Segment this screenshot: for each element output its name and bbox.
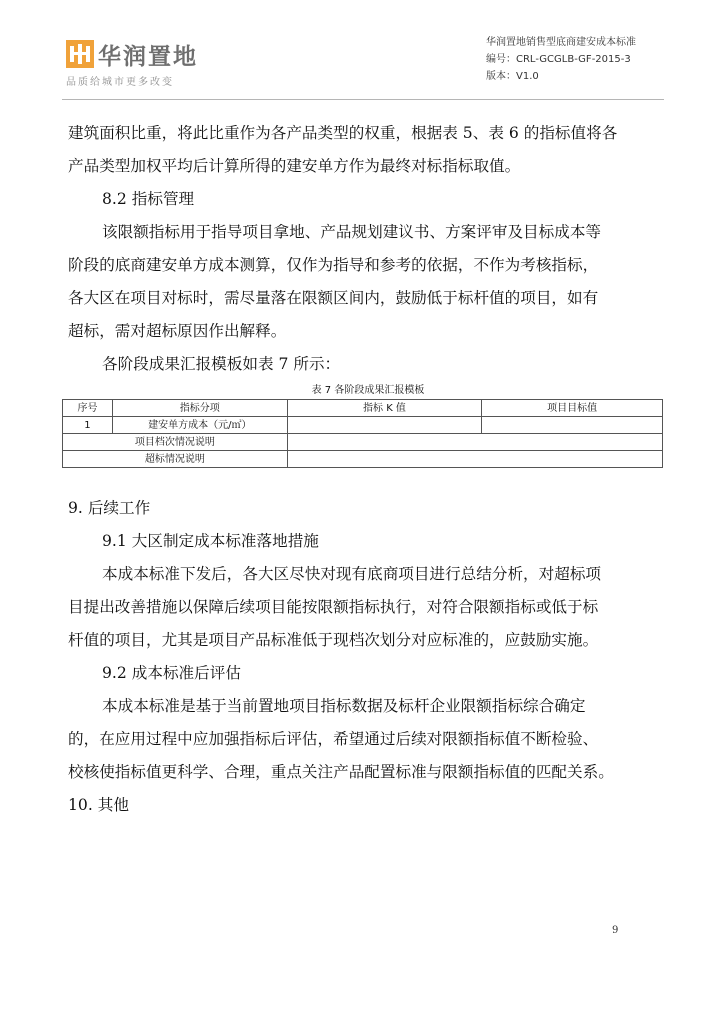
table-cell: 超标情况说明 — [63, 451, 288, 468]
paragraph-line: 建筑面积比重，将此比重作为各产品类型的权重，根据表 5、表 6 的指标值将各 — [68, 124, 618, 142]
paragraph-line: 杆值的项目，尤其是项目产品标准低于现档次划分对应标准的，应鼓励实施。 — [68, 631, 599, 649]
paragraph-line: 本成本标准下发后，各大区尽快对现有底商项目进行总结分析，对超标项 — [102, 565, 602, 583]
logo-slogan: 品质给城市更多改变 — [66, 77, 174, 88]
paragraph-line: 阶段的底商建安单方成本测算，仅作为指导和参考的依据，不作为考核指标， — [68, 256, 599, 274]
table-cell: 项目档次情况说明 — [63, 434, 288, 451]
table-header-cell: 指标 K 值 — [287, 400, 482, 417]
table-cell — [482, 417, 663, 434]
section-heading-9-2: 9.2 成本标准后评估 — [102, 664, 241, 682]
document-version: 版本：V1.0 — [486, 71, 539, 82]
paragraph-line: 各阶段成果汇报模板如表 7 所示： — [102, 355, 341, 373]
section-heading-9-1: 9.1 大区制定成本标准落地措施 — [102, 532, 319, 550]
paragraph-line: 本成本标准是基于当前置地项目指标数据及标杆企业限额指标综合确定 — [102, 697, 586, 715]
document-info — [486, 34, 636, 85]
table-row — [63, 434, 663, 451]
paragraph-line: 各大区在项目对标时，需尽量落在限额区间内，鼓励低于标杆值的项目，如有 — [68, 289, 599, 307]
table-header-cell: 项目目标值 — [482, 400, 663, 417]
header-rule — [62, 99, 664, 100]
paragraph-line: 校核使指标值更科学、合理，重点关注产品配置标准与限额指标值的匹配关系。 — [68, 763, 614, 781]
document-code: 编号：CRL-GCGLB-GF-2015-3 — [486, 54, 631, 65]
document-body — [68, 117, 668, 822]
paragraph-line: 目提出改善措施以保障后续项目能按限额指标执行，对符合限额指标或低于标 — [68, 598, 599, 616]
logo-name: 华润置地 — [98, 44, 198, 70]
section-heading-10: 10. 其他 — [68, 796, 129, 814]
table-header-row — [63, 400, 663, 417]
table-cell: 建安单方成本（元/㎡） — [112, 417, 287, 434]
section-heading-9: 9. 后续工作 — [68, 499, 151, 517]
paragraph-line: 超标，需对超标原因作出解释。 — [68, 322, 287, 340]
paragraph-line: 的，在应用过程中应加强指标后评估，希望通过后续对限额指标值不断检验、 — [68, 730, 599, 748]
logo-icon — [66, 40, 94, 68]
table-header-cell: 指标分项 — [112, 400, 287, 417]
page-number: 9 — [612, 925, 619, 936]
paragraph-line: 该限额指标用于指导项目拿地、产品规划建议书、方案评审及目标成本等 — [102, 223, 602, 241]
table-header-cell: 序号 — [63, 400, 113, 417]
page-header — [0, 0, 724, 100]
table-cell — [287, 434, 662, 451]
table-cell — [287, 417, 482, 434]
table-caption: 表 7 各阶段成果汇报模板 — [311, 385, 425, 396]
report-template-table — [62, 399, 663, 468]
table-cell — [287, 451, 662, 468]
table-cell: 1 — [63, 417, 113, 434]
paragraph-line: 产品类型加权平均后计算所得的建安单方作为最终对标指标取值。 — [68, 157, 521, 175]
document-title: 华润置地销售型底商建安成本标准 — [486, 37, 636, 48]
table-row — [63, 451, 663, 468]
section-heading-8-2: 8.2 指标管理 — [102, 190, 195, 208]
table-row — [63, 417, 663, 434]
